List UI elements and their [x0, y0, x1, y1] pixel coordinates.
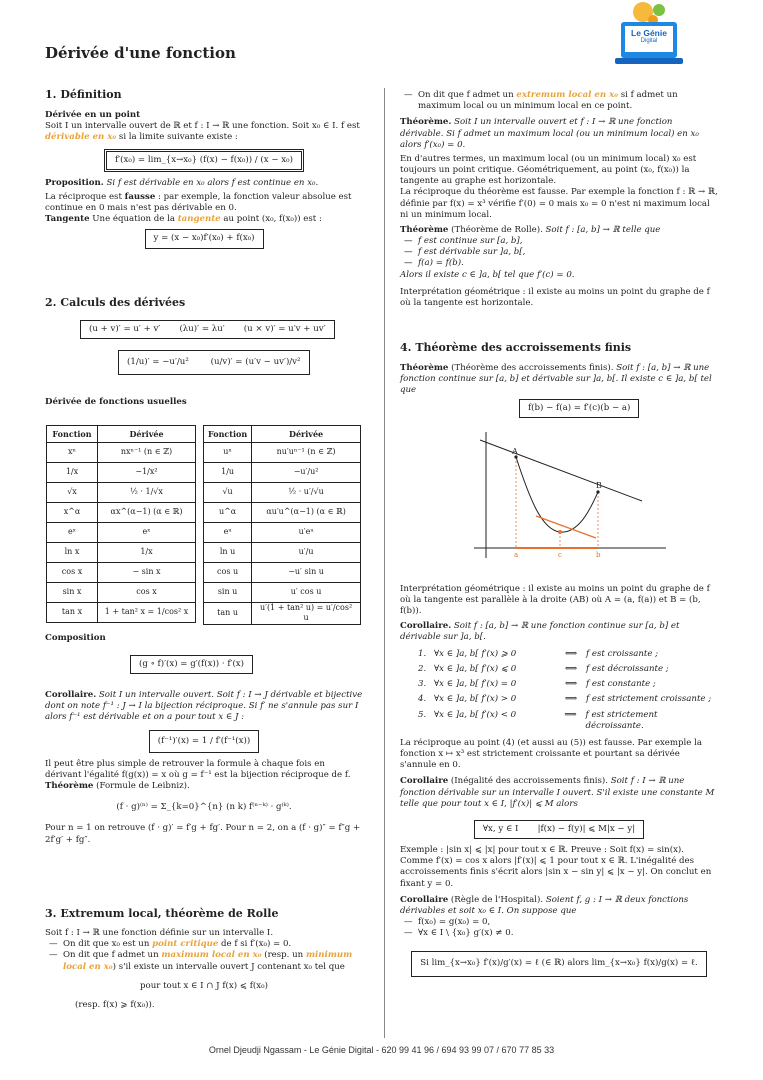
item-conclusion: f est décroissante ;	[586, 664, 669, 675]
leibniz-formula: (f · g)⁽ⁿ⁾ = Σ_{k=0}^{n} (n k) f⁽ⁿ⁻ᵏ⁾ · g⁽ᵏ⁾.	[116, 802, 292, 813]
table-row	[204, 523, 361, 543]
derivative-cell: − sin x	[98, 563, 196, 583]
section-1-body	[45, 110, 363, 249]
item-condition: ∀x ∈ ]a, b[ f′(x) ⩽ 0	[434, 664, 517, 675]
table-row	[204, 503, 361, 523]
table-row	[204, 443, 361, 463]
list-item	[418, 649, 718, 660]
derivative-cell: −u′ sin u	[252, 563, 361, 583]
label-a: a	[514, 551, 519, 559]
leibniz-theorem: Théorème (Formule de Leibniz).	[45, 781, 190, 792]
function-cell: u^α	[204, 503, 252, 523]
item-condition: ∀x ∈ ]a, b[ f′(x) > 0	[434, 694, 517, 705]
function-cell: eˣ	[47, 523, 98, 543]
table-row	[204, 583, 361, 603]
tangent-text: Tangente Une équation de la tangente au point (x₀, f(x₀)) est :	[45, 214, 322, 225]
function-cell: 1/x	[47, 463, 98, 483]
function-cell: √u	[204, 483, 252, 503]
extremum-reciprocal: La réciproque du théorème est fausse. Par exemple la fonction f : ℝ → ℝ, définie par f(x) = x³ vérifie f′(0) = 0 mais x₀ = 0 n'est ni maximum local ni un minimum local.	[400, 187, 718, 220]
function-cell: √x	[47, 483, 98, 503]
list-item	[418, 694, 718, 705]
parallel-tangent	[536, 516, 596, 538]
item-number: 2.	[418, 664, 427, 675]
composition-title: Composition	[45, 633, 106, 643]
table-row	[47, 463, 196, 483]
item-conclusion: f est strictement croissante ;	[586, 694, 712, 705]
function-cell: sin x	[47, 583, 98, 603]
usual-derivatives-title: Dérivée de fonctions usuelles	[45, 397, 187, 407]
lhospital-condition: — f(x₀) = g(x₀) = 0,	[400, 917, 718, 928]
list-item	[418, 664, 718, 675]
local-max-condition: pour tout x ∈ I ∩ J f(x) ⩽ f(x₀)	[140, 980, 268, 991]
composition-formula: (g ∘ f)′(x) = g′(f(x)) · f′(x)	[130, 655, 253, 674]
list-item	[418, 679, 718, 690]
derivative-cell: u′ cos u	[252, 583, 361, 603]
table-row	[47, 523, 196, 543]
function-cell: tan x	[47, 603, 98, 623]
derivative-cell: eˣ	[98, 523, 196, 543]
section-2-title: 2. Calculs des dérivées	[45, 296, 186, 309]
item-arrow: ⟺	[564, 679, 578, 690]
sum-product-rules: (u + v)′ = u′ + v′ (λu)′ = λu′ (u × v)′ = u′v + uv′	[80, 320, 335, 339]
derivative-cell: nxⁿ⁻¹ (n ∈ ℤ)	[98, 443, 196, 463]
inverse-corollary: Corollaire. Soit I un intervalle ouvert. Soit f : I → J dérivable et bijective dont on note f⁻¹ : J → I la bijection réciproque. Si f′ ne s'annule pas sur I alors f⁻¹ est dérivable et on a pour tout x ∈ J : (f⁻¹)′(x) = 1 / f′(f⁻¹(x)) Il peut être plus simple de retrouver la formule à chaque fois en dérivant l'égalité f(g(x)) = x où g = f⁻¹ est la bijection réciproque de f. Théorème (Formule de Leibniz). (f · g)⁽ⁿ⁾ = Σ_{k=0}^{n} (n k) f⁽ⁿ⁻ᵏ⁾ · g⁽ᵏ⁾. Pour n = 1 on retrouve (f · g)′ = f′g + fg′. Pour n = 2, on a (f · g)″ = f″g + 2f′g′ + fg″.	[45, 690, 363, 845]
item-number: 3.	[418, 679, 427, 690]
mvt-interpretation-block	[400, 584, 718, 977]
mvt-inequality-formula: ∀x, y ∈ I |f(x) − f(y)| ⩽ M|x − y|	[474, 820, 644, 839]
function-cell: sin u	[204, 583, 252, 603]
table-row	[47, 443, 196, 463]
quotient-rules: (1/u)′ = −u′/u² (u/v)′ = (u′v − uv′)/v²	[118, 350, 310, 375]
function-cell: xⁿ	[47, 443, 98, 463]
lhospital-condition: — ∀x ∈ I \ {x₀} g′(x) ≠ 0.	[400, 928, 718, 939]
derivative-cell: 1 + tan² x = 1/cos² x	[98, 603, 196, 623]
rolle-theorem: Théorème (Théorème de Rolle). Soit f : [a, b] → ℝ telle que	[400, 224, 661, 235]
derivative-cell: αx^(α−1) (α ∈ ℝ)	[98, 503, 196, 523]
column-header: Fonction	[204, 426, 252, 443]
item-conclusion: f est constante ;	[586, 679, 656, 690]
function-curve	[516, 457, 598, 532]
table-row	[204, 483, 361, 503]
derivative-cell: ½ · 1/√x	[98, 483, 196, 503]
item-conclusion: f est croissante ;	[586, 648, 659, 659]
proposition: Proposition. Si f est dérivable en x₀ alors f est continue en x₀.	[45, 177, 319, 188]
derivative-cell: ½ · u′/√u	[252, 483, 361, 503]
item-arrow: ⟹	[564, 709, 577, 720]
mvt-inequality: Corollaire (Inégalité des accroissements finis). Soit f : I → ℝ une fonction dérivable sur un intervalle I ouvert. S'il existe une constante M telle que pour tout x ∈ I, |f′(x)| ⩽ M alors	[400, 776, 715, 809]
table-row	[204, 603, 361, 625]
label-b: b	[596, 551, 601, 559]
function-cell: tan u	[204, 603, 252, 625]
item-number: 1.	[418, 648, 427, 659]
column-header: Fonction	[47, 426, 98, 443]
derivative-cell: u′/u	[252, 543, 361, 563]
point-c	[558, 530, 562, 534]
item-arrow: ⟹	[564, 694, 578, 705]
section-4-title: 4. Théorème des accroissements finis	[400, 341, 632, 354]
table-row	[47, 603, 196, 623]
column-header: Dérivée	[252, 426, 361, 443]
derivative-cell: cos x	[98, 583, 196, 603]
monotonicity-corollary: Corollaire. Soit f : [a, b] → ℝ une fonction continue sur [a, b] et dérivable sur ]a, b[.	[400, 620, 680, 642]
critical-point-def: — On dit que x₀ est un point critique de f si f′(x₀) = 0.	[45, 939, 363, 950]
reciprocal-note: La réciproque est fausse : par exemple, la fonction valeur absolue est continue en 0 mais n'est pas dérivable en 0.	[45, 191, 352, 214]
secant-line-ab	[480, 440, 642, 501]
sin-example: Exemple : |sin x| ⩽ |x| pour tout x ∈ ℝ. Preuve : Soit f(x) = sin(x). Comme f′(x) = cos x alors |f′(x)| ⩽ 1 pour tout x ∈ ℝ. L'inégalité des accroissements finis s'écrit alors |sin x − sin y| ⩽ |x − y|. On conclut en fixant y = 0.	[400, 845, 712, 889]
definition-text: Soit I un intervalle ouvert de ℝ et f : I → ℝ une fonction. Soit x₀ ∈ I. f est dérivable en x₀ si la limite suivante existe :	[45, 121, 360, 143]
mvt-theorem: Théorème (Théorème des accroissements finis). Soit f : [a, b] → ℝ une fonction continue sur [a, b] et dérivable sur ]a, b[. Il existe c ∈ ]a, b[ tel que	[400, 363, 712, 396]
local-min-condition: (resp. f(x) ⩾ f(x₀)).	[75, 999, 155, 1010]
mvt-formula: f(b) − f(a) = f′(c)(b − a)	[519, 399, 639, 418]
column-divider	[384, 88, 385, 1038]
mvt-interpretation: Interprétation géométrique : il existe au moins un point du graphe de f où la tangente est parallèle à la droite (AB) où A = (a, f(a)) et B = (b, f(b)).	[400, 584, 710, 617]
lhospital-rule: Corollaire (Règle de l'Hospital). Soient f, g : I → ℝ deux fonctions dérivables et soit x₀ ∈ I. On suppose que	[400, 894, 689, 916]
derivative-cell: u′eᵘ	[252, 523, 361, 543]
extremum-intro: Soit f : I → ℝ une fonction définie sur un intervalle I.	[45, 928, 274, 938]
derivatives-table-right	[203, 425, 361, 625]
function-cell: ln x	[47, 543, 98, 563]
function-cell: eᵘ	[204, 523, 252, 543]
derivative-cell: nu′uⁿ⁻¹ (n ∈ ℤ)	[252, 443, 361, 463]
derivative-cell: 1/x	[98, 543, 196, 563]
item-condition: ∀x ∈ ]a, b[ f′(x) = 0	[434, 679, 517, 690]
table-row	[47, 583, 196, 603]
rolle-interpretation: Interprétation géométrique : il existe au moins un point du graphe de f où la tangente est horizontale.	[400, 286, 710, 308]
derivative-definition-formula: f′(x₀) = lim_{x→x₀} (f(x) − f(x₀)) / (x − x₀)	[104, 149, 304, 172]
derivative-cell: −u′/u²	[252, 463, 361, 483]
monotonicity-list	[400, 649, 718, 732]
point-b	[596, 490, 599, 493]
footer: Ornel Djeudji Ngassam - Le Génie Digital - 620 99 41 96 / 694 93 99 07 / 670 77 85 33	[208, 1045, 555, 1055]
item-number: 5.	[418, 709, 427, 720]
item-arrow: ⟺	[564, 664, 578, 675]
section-3-body-right	[400, 90, 718, 309]
function-cell: x^α	[47, 503, 98, 523]
table-row	[47, 543, 196, 563]
label-A: A	[512, 447, 518, 456]
table-row	[204, 463, 361, 483]
mvt-figure	[470, 430, 670, 560]
subsection-title: Dérivée en un point	[45, 110, 141, 120]
extremum-def: — On dit que f admet un extremum local en x₀ si f admet un maximum local ou un minimum local en ce point.	[400, 90, 718, 112]
local-max-def: — On dit que f admet un maximum local en x₀ (resp. un minimum local en x₀) s'il existe un intervalle ouvert J contenant x₀ tel que	[45, 950, 363, 972]
table-row	[47, 563, 196, 583]
label-B: B	[596, 481, 602, 490]
item-condition: ∀x ∈ ]a, b[ f′(x) ⩾ 0	[434, 648, 517, 659]
page-title: Dérivée d'une fonction	[45, 44, 236, 62]
table-row	[47, 503, 196, 523]
tangent-formula: y = (x − x₀)f′(x₀) + f(x₀)	[145, 229, 264, 248]
function-cell: cos x	[47, 563, 98, 583]
monotonicity-reciprocal: La réciproque au point (4) (et aussi au (5)) est fausse. Par exemple la fonction x ↦ x³ est strictement croissante et pourtant sa dérivée s'annule en 0.	[400, 737, 702, 771]
rolle-conclusion: Alors il existe c ∈ ]a, b[ tel que f′(c) = 0.	[400, 269, 575, 280]
function-cell: 1/u	[204, 463, 252, 483]
inverse-tip: Il peut être plus simple de retrouver la formule à chaque fois en dérivant l'égalité f(g(x)) = x où g = f⁻¹ est la bijection réciproque de f.	[45, 758, 351, 780]
function-cell: ln u	[204, 543, 252, 563]
lhospital-formula: Si lim_{x→x₀} f′(x)/g′(x) = ℓ (∈ ℝ) alors lim_{x→x₀} f(x)/g(x) = ℓ.	[411, 951, 707, 976]
derivative-cell: αu′u^(α−1) (α ∈ ℝ)	[252, 503, 361, 523]
rolle-condition: — f(a) = f(b).	[400, 258, 718, 269]
logo-text: Le Génie Digital	[631, 28, 667, 45]
column-header: Dérivée	[98, 426, 196, 443]
section-3-body-left	[45, 928, 363, 1011]
table-row	[204, 563, 361, 583]
leibniz-note: Pour n = 1 on retrouve (f · g)′ = f′g + fg′. Pour n = 2, on a (f · g)″ = f″g + 2f′g′ + fg″.	[45, 823, 361, 845]
rolle-condition: — f est continue sur [a, b],	[400, 236, 718, 247]
derivative-cell: −1/x²	[98, 463, 196, 483]
section-3-title: 3. Extremum local, théorème de Rolle	[45, 907, 279, 920]
extremum-theorem: Théorème. Soit I un intervalle ouvert et f : I → ℝ une fonction dérivable. Si f admet un maximum local (ou un minimum local) en x₀ alors f′(x₀) = 0.	[400, 117, 699, 150]
item-condition: ∀x ∈ ]a, b[ f′(x) < 0	[433, 709, 517, 720]
table-row	[47, 483, 196, 503]
table-row	[204, 543, 361, 563]
derivatives-table-left	[46, 425, 196, 623]
section-1-title: 1. Définition	[45, 88, 122, 101]
derivative-cell: u′(1 + tan² u) = u′/cos² u	[252, 603, 361, 625]
item-conclusion: f est strictement décroissante.	[585, 709, 658, 731]
critical-point-note: En d'autres termes, un maximum local (ou un minimum local) x₀ est toujours un point critique. Géométriquement, au point (x₀, f(x₀)) la tangente au graphe est horizontale.	[400, 153, 697, 187]
list-item	[418, 710, 718, 732]
item-arrow: ⟺	[564, 648, 578, 659]
item-number: 4.	[418, 694, 427, 705]
inverse-derivative-formula: (f⁻¹)′(x) = 1 / f′(f⁻¹(x))	[149, 730, 259, 753]
label-c: c	[558, 551, 562, 559]
function-cell: cos u	[204, 563, 252, 583]
rolle-condition: — f est dérivable sur ]a, b[,	[400, 247, 718, 258]
function-cell: uⁿ	[204, 443, 252, 463]
